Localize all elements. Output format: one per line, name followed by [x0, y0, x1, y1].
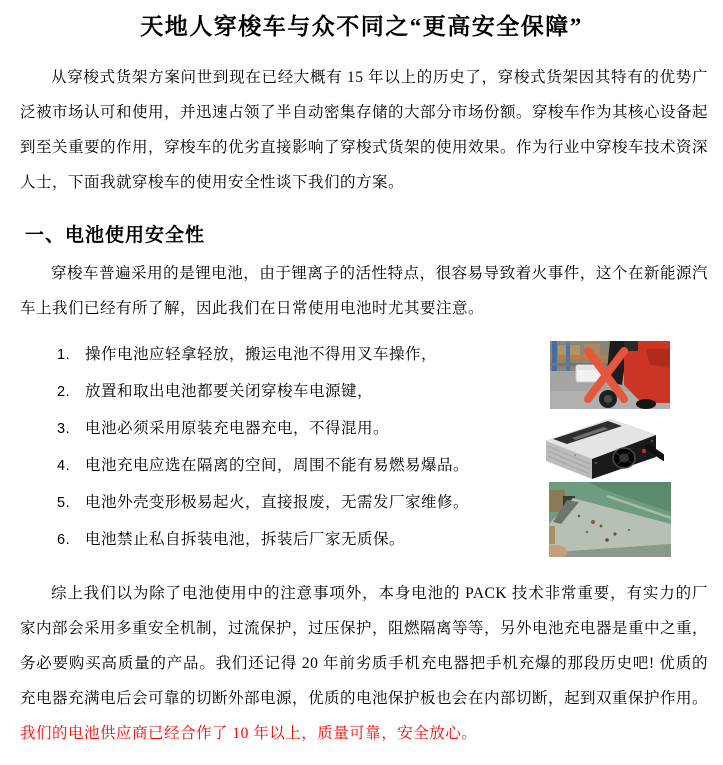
intro-paragraph: 从穿梭式货架方案问世到现在已经大概有 15 年以上的历史了，穿梭式货架因其特有的优势广泛被市场认可和使用，并迅速占领了半自动密集存储的大部分市场份额。穿梭车作为其核心设备起到至关重要的作用，穿梭车的优劣直接影响了穿梭式货架的使用效果。作为行业中穿梭车技术资深人士，下面我就穿梭车的使用安全性谈下我们的方案。 — [20, 69, 709, 191]
list-item-number: 3. — [57, 421, 71, 437]
list-item-number: 6. — [57, 532, 71, 548]
document-title: 天地人穿梭车与众不同之“更高安全保障” — [140, 14, 583, 39]
list-item-text: 电池禁止私自拆装电池，拆装后厂家无质保。 — [85, 531, 406, 548]
deformed-battery-shell-photo — [549, 482, 671, 557]
summary-paragraph — [20, 576, 708, 751]
list-item — [57, 527, 527, 564]
shell-photo-graphic — [549, 482, 671, 557]
list-item-number: 1. — [57, 347, 71, 363]
list-item — [57, 342, 527, 379]
supplier-highlight-text: 我们的电池供应商已经合作了 10 年以上，质量可靠，安全放心。 — [20, 725, 478, 742]
list-item-number: 2. — [57, 384, 71, 400]
list-item-number: 4. — [57, 458, 71, 474]
charger-photo-graphic — [538, 411, 664, 482]
list-item-text: 操作电池应轻拿轻放，搬运电池不得用叉车操作， — [85, 346, 438, 363]
list-item-number: 5. — [57, 495, 71, 511]
list-item-text: 放置和取出电池都要关闭穿梭车电源键， — [85, 383, 374, 400]
section-intro-paragraph: 穿梭车普遍采用的是锂电池，由于锂离子的活性特点，很容易导致着火事件，这个在新能源汽车上我们已经有所了解，因此我们在日常使用电池时尤其要注意。 — [20, 265, 708, 317]
list-item-text: 电池必须采用原装充电器充电，不得混用。 — [85, 420, 390, 437]
list-item — [57, 379, 527, 416]
list-item-text: 电池外壳变形极易起火，直接报废，无需发厂家维修。 — [85, 494, 470, 511]
forklift-handling-prohibited-photo — [550, 341, 670, 409]
list-item — [57, 453, 527, 490]
list-item — [57, 490, 527, 527]
section-heading-battery-safety: 一、电池使用安全性 — [25, 225, 206, 246]
list-item-text: 电池充电应选在隔离的空间，周围不能有易燃易爆品。 — [85, 457, 470, 474]
battery-charger-photo — [538, 411, 664, 482]
battery-safety-list — [57, 342, 527, 564]
summary-text: 综上我们以为除了电池使用中的注意事项外，本身电池的 PACK 技术非常重要，有实力的厂家内部会采用多重安全机制，过流保护，过压保护，阻燃隔离等等，另外电池充电器是重中之重，务必要购买高质量的产品。我们还记得 20 年前劣质手机充电器把手机充爆的那段历史吧! 优质的充电器充满电后会可靠的切断外部电源，优质的电池保护板也会在内部切断，起到双重保护作用。 — [20, 585, 709, 707]
forklift-photo-graphic — [550, 341, 670, 409]
list-item — [57, 416, 527, 453]
